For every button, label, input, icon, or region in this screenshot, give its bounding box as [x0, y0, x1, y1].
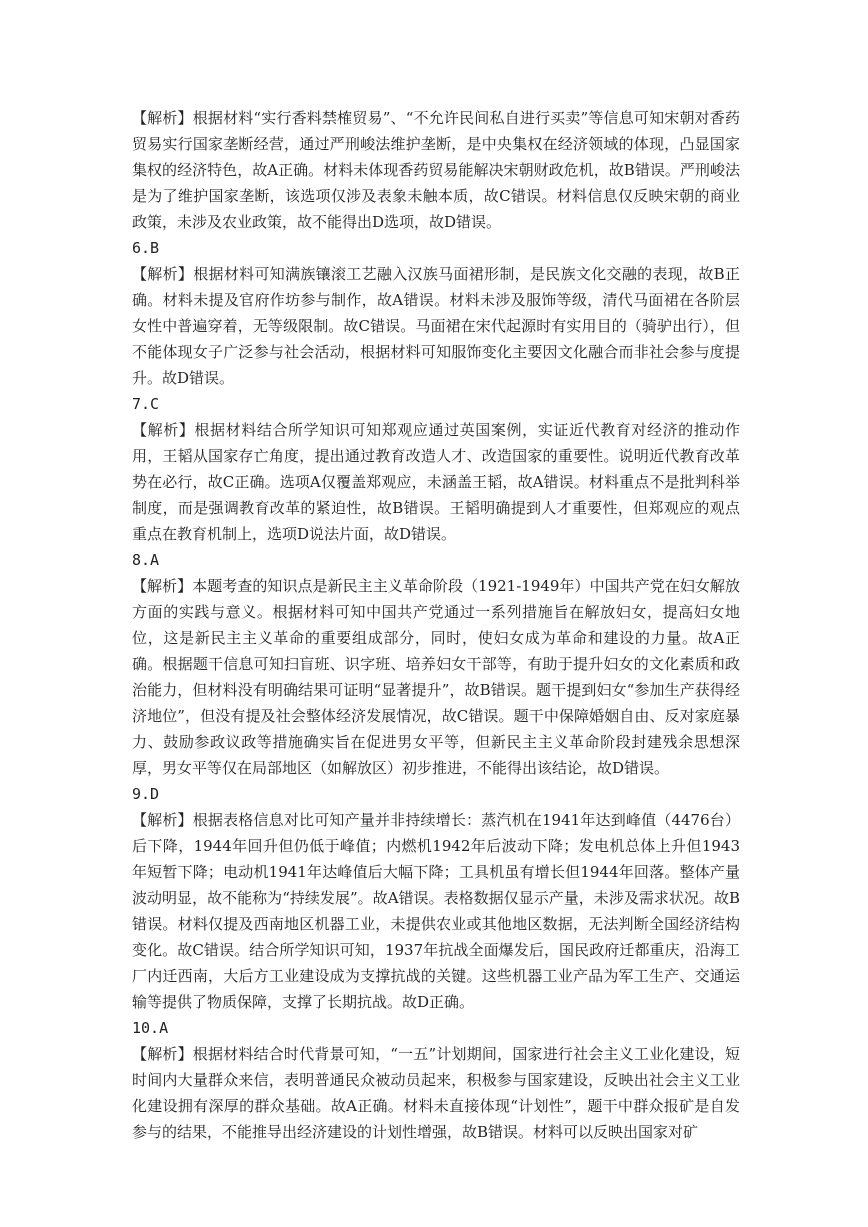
explanation-7: 【解析】根据材料结合所学知识可知郑观应通过英国案例，实证近代教育对经济的推动作用，王韬从国家存亡角度，提出通过教育改造人才、改造国家的重要性。说明近代教育改革势在必行，故C正确。选项A仅覆盖郑观应，未涵盖王韬，故A错误。材料重点不是批判科举制度，而是强调教育改革的紧迫性，故B错误。王韬明确提到人才重要性，但郑观应的观点重点在教育机制上，选项D说法片面，故D错误。: [132, 421, 740, 543]
question-number-9: 9.D: [132, 785, 160, 803]
explanation-6: 【解析】根据材料可知满族镶滚工艺融入汉族马面裙形制，是民族文化交融的表现，故B正确。材料未提及官府作坊参与制作，故A错误。材料未涉及服饰等级，清代马面裙在各阶层女性中普遍穿着，无等级限制。故C错误。马面裙在宋代起源时有实用目的（骑驴出行），但不能体现女子广泛参与社会活动，根据材料可知服饰变化主要因文化融合而非社会参与度提升。故D错误。: [132, 265, 740, 387]
question-number-10: 10.A: [132, 1019, 169, 1037]
explanation-9: 【解析】根据表格信息对比可知产量并非持续增长：蒸汽机在1941年达到峰值（4476台）后下降，1944年回升但仍低于峰值；内燃机1942年后波动下降；发电机总体上升但1943年短暂下降；电动机1941年达峰值后大幅下降；工具机虽有增长但1944年回落。整体产量波动明显，故不能称为“持续发展”。故A错误。表格数据仅显示产量，未涉及需求状况。故B错误。材料仅提及西南地区机器工业，未提供农业或其他地区数据，无法判断全国经济结构变化。故C错误。结合所学知识可知，1937年抗战全面爆发后，国民政府迁都重庆，沿海工厂内迁西南，大后方工业建设成为支撑抗战的关键。这些机器工业产品为军工生产、交通运输等提供了物质保障，支撑了长期抗战。故D正确。: [132, 811, 740, 1011]
question-number-6: 6.B: [132, 239, 160, 257]
question-number-8: 8.A: [132, 551, 160, 569]
explanation-8: 【解析】本题考查的知识点是新民主主义革命阶段（1921-1949年）中国共产党在妇女解放方面的实践与意义。根据材料可知中国共产党通过一系列措施旨在解放妇女，提高妇女地位，这是新民主主义革命的重要组成部分，同时，使妇女成为革命和建设的力量。故A正确。根据题干信息可知扫盲班、识字班、培养妇女干部等，有助于提升妇女的文化素质和政治能力，但材料没有明确结果可证明“显著提升”，故B错误。题干提到妇女“参加生产获得经济地位”，但没有提及社会整体经济发展情况，故C错误。题干中保障婚姻自由、反对家庭暴力、鼓励参政议政等措施确实旨在促进男女平等，但新民主主义革命阶段封建残余思想深厚，男女平等仅在局部地区（如解放区）初步推进，不能得出该结论，故D错误。: [132, 577, 740, 777]
explanation-5: 【解析】根据材料“实行香料禁榷贸易”、“不允许民间私自进行买卖”等信息可知宋朝对香药贸易实行国家垄断经营，通过严刑峻法维护垄断，是中央集权在经济领域的体现，凸显国家集权的经济特色，故A正确。材料未体现香药贸易能解决宋朝财政危机，故B错误。严刑峻法是为了维护国家垄断，该选项仅涉及表象未触本质，故C错误。材料信息仅反映宋朝的商业政策，未涉及农业政策，故不能得出D选项，故D错误。: [132, 109, 740, 231]
explanation-10: 【解析】根据材料结合时代背景可知，“一五”计划期间，国家进行社会主义工业化建设，短时间内大量群众来信，表明普通民众被动员起来，积极参与国家建设，反映出社会主义工业化建设拥有深厚的群众基础。故A正确。材料未直接体现“计划性”，题干中群众报矿是自发参与的结果，不能推导出经济建设的计划性增强，故B错误。材料可以反映出国家对矿: [132, 1045, 740, 1141]
question-number-7: 7.C: [132, 395, 160, 413]
answer-explanations: [132, 105, 740, 1145]
